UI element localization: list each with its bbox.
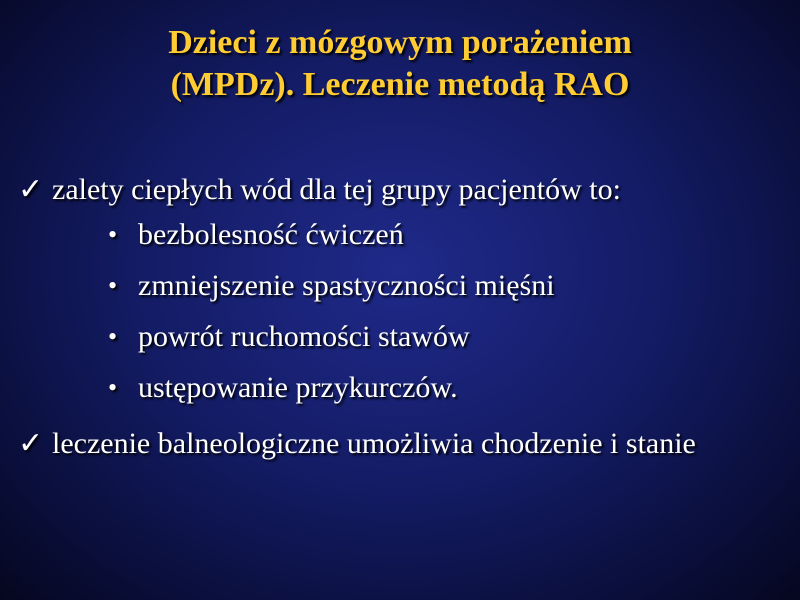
slide-title-line-2: (MPDz). Leczenie metodą RAO xyxy=(170,66,630,103)
list-item-text: powrót ruchomości stawów xyxy=(138,320,470,353)
list-item xyxy=(18,370,793,421)
list-item xyxy=(18,217,793,268)
sub-list xyxy=(18,217,793,421)
list-item-text: zmniejszenie spastyczności mięśni xyxy=(138,269,555,302)
checkmark-icon: ✓ xyxy=(18,172,44,207)
list-item-text: ustępowanie przykurczów. xyxy=(138,371,458,404)
list-item-text: bezbolesność ćwiczeń xyxy=(138,218,404,251)
checkmark-icon: ✓ xyxy=(18,426,44,461)
check-item-1 xyxy=(18,172,793,208)
bullet-icon: • xyxy=(108,220,118,249)
slide-title-line-1: Dzieci z mózgowym porażeniem xyxy=(168,24,632,61)
bullet-icon: • xyxy=(108,373,118,402)
slide-content xyxy=(18,172,793,462)
bullet-icon: • xyxy=(108,271,118,300)
bullet-icon: • xyxy=(108,322,118,351)
check-item-text: zalety ciepłych wód dla tej grupy pacjentów to: xyxy=(52,173,621,206)
check-item-text: leczenie balneologiczne umożliwia chodzenie i stanie xyxy=(52,427,696,460)
list-item xyxy=(18,319,793,370)
check-item-2 xyxy=(18,426,793,462)
list-item xyxy=(18,268,793,319)
slide-title xyxy=(0,22,800,106)
